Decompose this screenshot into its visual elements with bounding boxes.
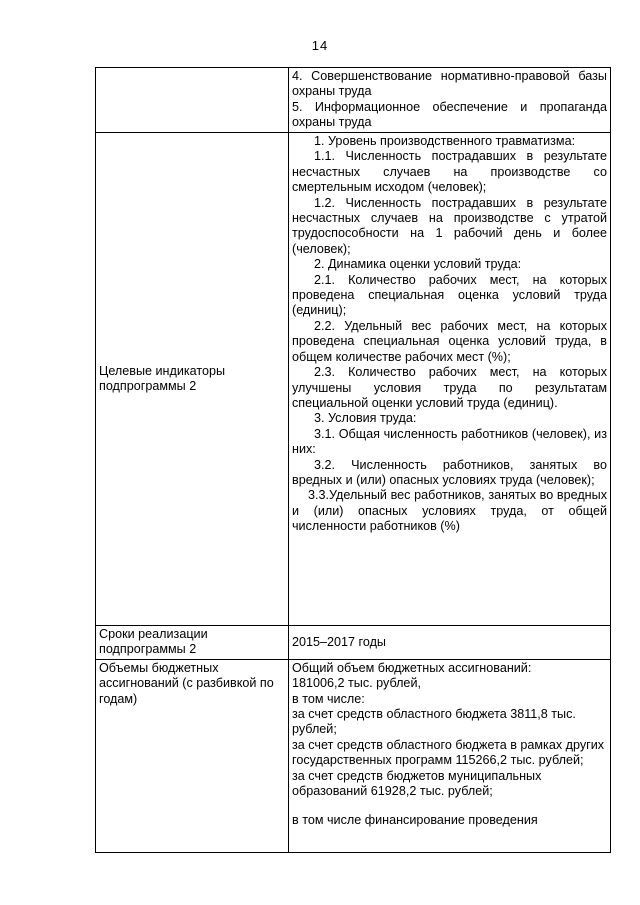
task-item: 5. Информационное обеспечение и пропаганда охраны труда <box>292 99 607 130</box>
task-item: 4. Совершенствование нормативно-правовой базы охраны труда <box>292 69 607 99</box>
budget-line: в том числе: <box>292 691 365 706</box>
budget-line: за счет средств областного бюджета 3811,8 тыс. рублей; <box>292 707 576 737</box>
indicator-item: 2.2. Удельный вес рабочих мест, на которых проведена специальная оценка условий труда, в общем количестве рабочих мест (%); <box>292 318 607 364</box>
indicator-item: 3.2. Численность работников, занятых во вредных и (или) опасных условиях труда (человек); <box>292 457 607 487</box>
tasks-cell <box>289 68 611 133</box>
table-row-budget <box>96 659 611 852</box>
indicators-label: Целевые индикаторы подпрограммы 2 <box>96 133 289 626</box>
indicator-item: 1.2. Численность пострадавших в результате несчастных случаев на производстве с утратой трудоспособности на 1 рабочий день и более (человек); <box>292 195 607 256</box>
terms-value: 2015–2017 годы <box>289 626 611 660</box>
indicator-item: 3.1. Общая численность работников (человек), из них: <box>292 426 607 457</box>
tasks-label-cell <box>96 68 289 133</box>
indicator-item: 3. Условия труда: <box>314 411 417 426</box>
budget-line: Общий объем бюджетных ассигнований: <box>292 660 532 675</box>
page-number: 14 <box>311 38 329 53</box>
table-row-tasks <box>96 68 611 133</box>
budget-label: Объемы бюджетных ассигнований (с разбивкой по годам) <box>96 659 289 852</box>
indicator-item: 2.1. Количество рабочих мест, на которых проведена специальная оценка условий труда (единиц); <box>292 272 607 318</box>
spacer <box>292 799 607 813</box>
indicator-item: 2.3. Количество рабочих мест, на которых улучшены условия труда по результатам специальной оценки условий труда (единиц). <box>292 365 607 410</box>
terms-label: Сроки реализации подпрограммы 2 <box>96 626 289 660</box>
table-row-terms <box>96 626 611 660</box>
indicator-item: 1. Уровень производственного травматизма: <box>314 134 576 148</box>
indicator-item: 2. Динамика оценки условий труда: <box>314 257 522 272</box>
table-row-indicators <box>96 133 611 626</box>
passport-table <box>95 67 611 853</box>
budget-line: 181006,2 тыс. рублей, <box>292 676 421 691</box>
budget-cell <box>289 659 611 852</box>
indicators-cell <box>289 133 611 626</box>
indicator-item: 1.1. Численность пострадавших в результате несчастных случаев на производстве со смертельным исходом (человек); <box>292 149 607 195</box>
budget-line: за счет средств бюджетов муниципальных образований 61928,2 тыс. рублей; <box>292 768 542 799</box>
budget-line: за счет средств областного бюджета в рамках других государственных программ 115266,2 тыс. рублей; <box>292 737 605 768</box>
indicator-item: 3.3.Удельный вес работников, занятых во вредных и (или) опасных условиях труда, от общей численности работников (%) <box>292 488 607 534</box>
budget-line: в том числе финансирование проведения <box>292 813 538 828</box>
